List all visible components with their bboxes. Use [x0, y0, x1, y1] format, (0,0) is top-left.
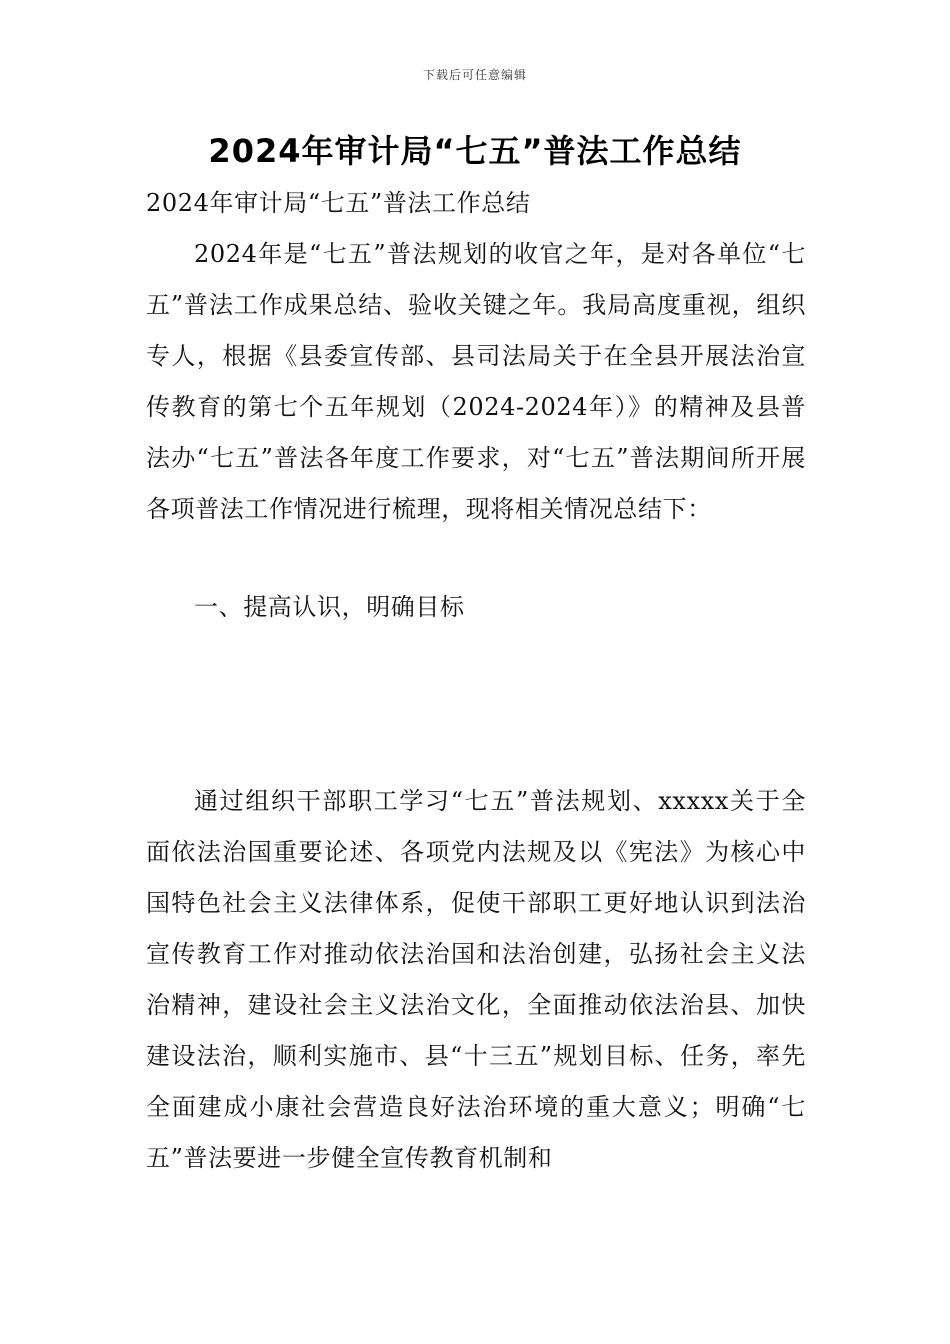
section-heading: 一、提高认识，明确目标 [194, 593, 465, 621]
header-note: 下载后可任意编辑 [422, 68, 527, 82]
intro-paragraph: 2024年是“七五”普法规划的收官之年，是对各单位“七五”普法工作成果总结、验收关键之年。我局高度重视，组织专人，根据《县委宣传部、县司法局关于在全县开展法治宣传教育的第七个五年规划（2024-2024年）》的精神及县普法办“七五”普法各年度工作要求，对“七五”普法期间所开展各项普法工作情况进行梳理，现将相关情况总结下： [146, 240, 806, 523]
document-body [146, 178, 806, 1184]
body-paragraph: 通过组织干部职工学习“七五”普法规划、xxxxx关于全面依法治国重要论述、各项党内法规及以《宪法》为核心中国特色社会主义法律体系，促使干部职工更好地认识到法治宣传教育工作对推动依法治国和法治创建，弘扬社会主义法治精神，建设社会主义法治文化，全面推动依法治县、加快建设法治，顺利实施市、县“十三五”规划目标、任务，率先全面建成小康社会营造良好法治环境的重大意义；明确“七五”普法要进一步健全宣传教育机制和 [146, 787, 806, 1172]
document-subtitle: 2024年审计局“七五”普法工作总结 [146, 189, 531, 217]
document-title: 2024年审计局“七五”普法工作总结 [208, 132, 742, 170]
